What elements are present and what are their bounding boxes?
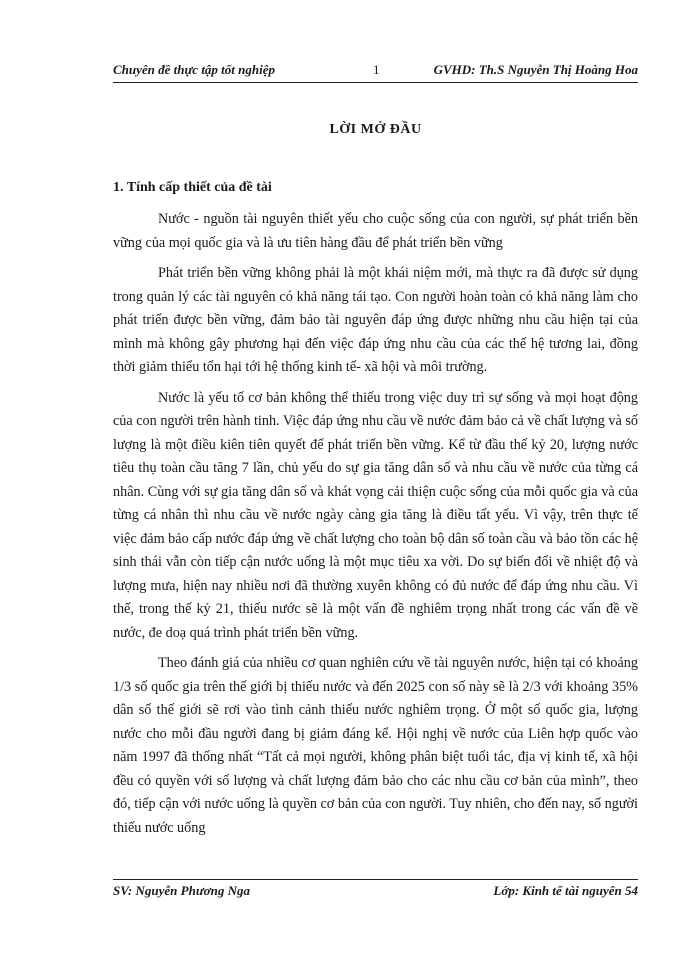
paragraph-2: Phát triển bền vững không phải là một khái niệm mới, mà thực ra đã được sử dụng trong quản lý các tài nguyên có khả năng tái tạo. Con người hoàn toàn có khả năng làm cho phát triển được bền vững, đảm bảo tài nguyên đáp ứng được những nhu cầu hiện tại của mình mà không gây phương hại đến việc đáp ứng nhu cầu của các thế hệ tương lai, đồng thời giảm thiểu tổn hại tới hệ thống kinh tế- xã hội và môi trường.	[113, 265, 638, 375]
header-supervisor: GVHD: Th.S Nguyễn Thị Hoàng Hoa	[433, 62, 638, 77]
footer-rule	[113, 879, 638, 880]
footer-student-name: SV: Nguyễn Phương Nga	[113, 883, 250, 898]
page-footer	[113, 883, 638, 905]
document-title: LỜI MỞ ĐẦU	[329, 122, 422, 137]
page-number: 1	[373, 62, 380, 77]
paragraph-4: Theo đánh giá của nhiều cơ quan nghiên cứu về tài nguyên nước, hiện tại có khoảng 1/3 số quốc gia trên thế giới bị thiếu nước và đến 2025 con số này sẽ là 2/3 với khoảng 35% dân số thế giới sẽ rơi vào tình cảnh thiếu nước nghiêm trọng. Ở một số quốc gia, lượng nước cho mỗi đầu người đang bị giảm đáng kể. Hội nghị về nước của Liên hợp quốc vào năm 1997 đã thống nhất “Tất cả mọi người, không phân biệt tuổi tác, địa vị kinh tế, xã hội đều có quyền với số lượng và chất lượng đảm bảo cho các nhu cầu cơ bản của mình”, theo đó, tiếp cận với nước uống là quyền cơ bản của con người. Tuy nhiên, cho đến nay, số người thiếu nước uống	[113, 655, 638, 836]
footer-class: Lớp: Kinh tế tài nguyên 54	[493, 883, 638, 898]
paragraph-1: Nước - nguồn tài nguyên thiết yếu cho cuộc sống của con người, sự phát triển bền vững của mọi quốc gia và là ưu tiên hàng đầu để phát triển bền vững	[113, 211, 638, 251]
header-course-title: Chuyên đề thực tập tốt nghiệp	[113, 62, 275, 77]
header-rule	[113, 82, 638, 83]
section-heading: 1. Tính cấp thiết của đề tài	[113, 180, 272, 195]
paragraph-3: Nước là yếu tố cơ bản không thể thiếu trong việc duy trì sự sống và mọi hoạt động của con người trên hành tinh. Việc đáp ứng nhu cầu về nước đảm bảo cả về chất lượng và số lượng là một điều kiên tiên quyết để phát triển bền vững. Kể từ đầu thế kỷ 20, lượng nước tiêu thụ toàn cầu tăng 7 lần, chủ yếu do sự gia tăng dân số và nhu cầu về nước của từng cá nhân. Cùng với sự gia tăng dân số và khát vọng cải thiện cuộc sống của mỗi quốc gia và của từng cá nhân thì nhu cầu về nước ngày càng gia tăng là điều tất yếu. Vì vậy, trên thực tế việc đảm bảo cấp nước đáp ứng về chất lượng cho toàn bộ dân số toàn cầu và bảo tồn các hệ sinh thái vẫn còn tiếp cận nước uống là một mục tiêu xa vời. Do sự biến đổi về nhiệt độ và lượng mưa, hiện nay nhiều nơi đã thường xuyên không có đủ nước để đáp ứng nhu cầu. Vì thế, trong thế kỷ 21, thiếu nước sẽ là một vấn đề nghiêm trọng nhất trong các vấn đề về nước, đe doạ quá trình phát triển bền vững.	[113, 389, 638, 641]
page-header	[113, 62, 638, 84]
body-text	[113, 208, 638, 847]
